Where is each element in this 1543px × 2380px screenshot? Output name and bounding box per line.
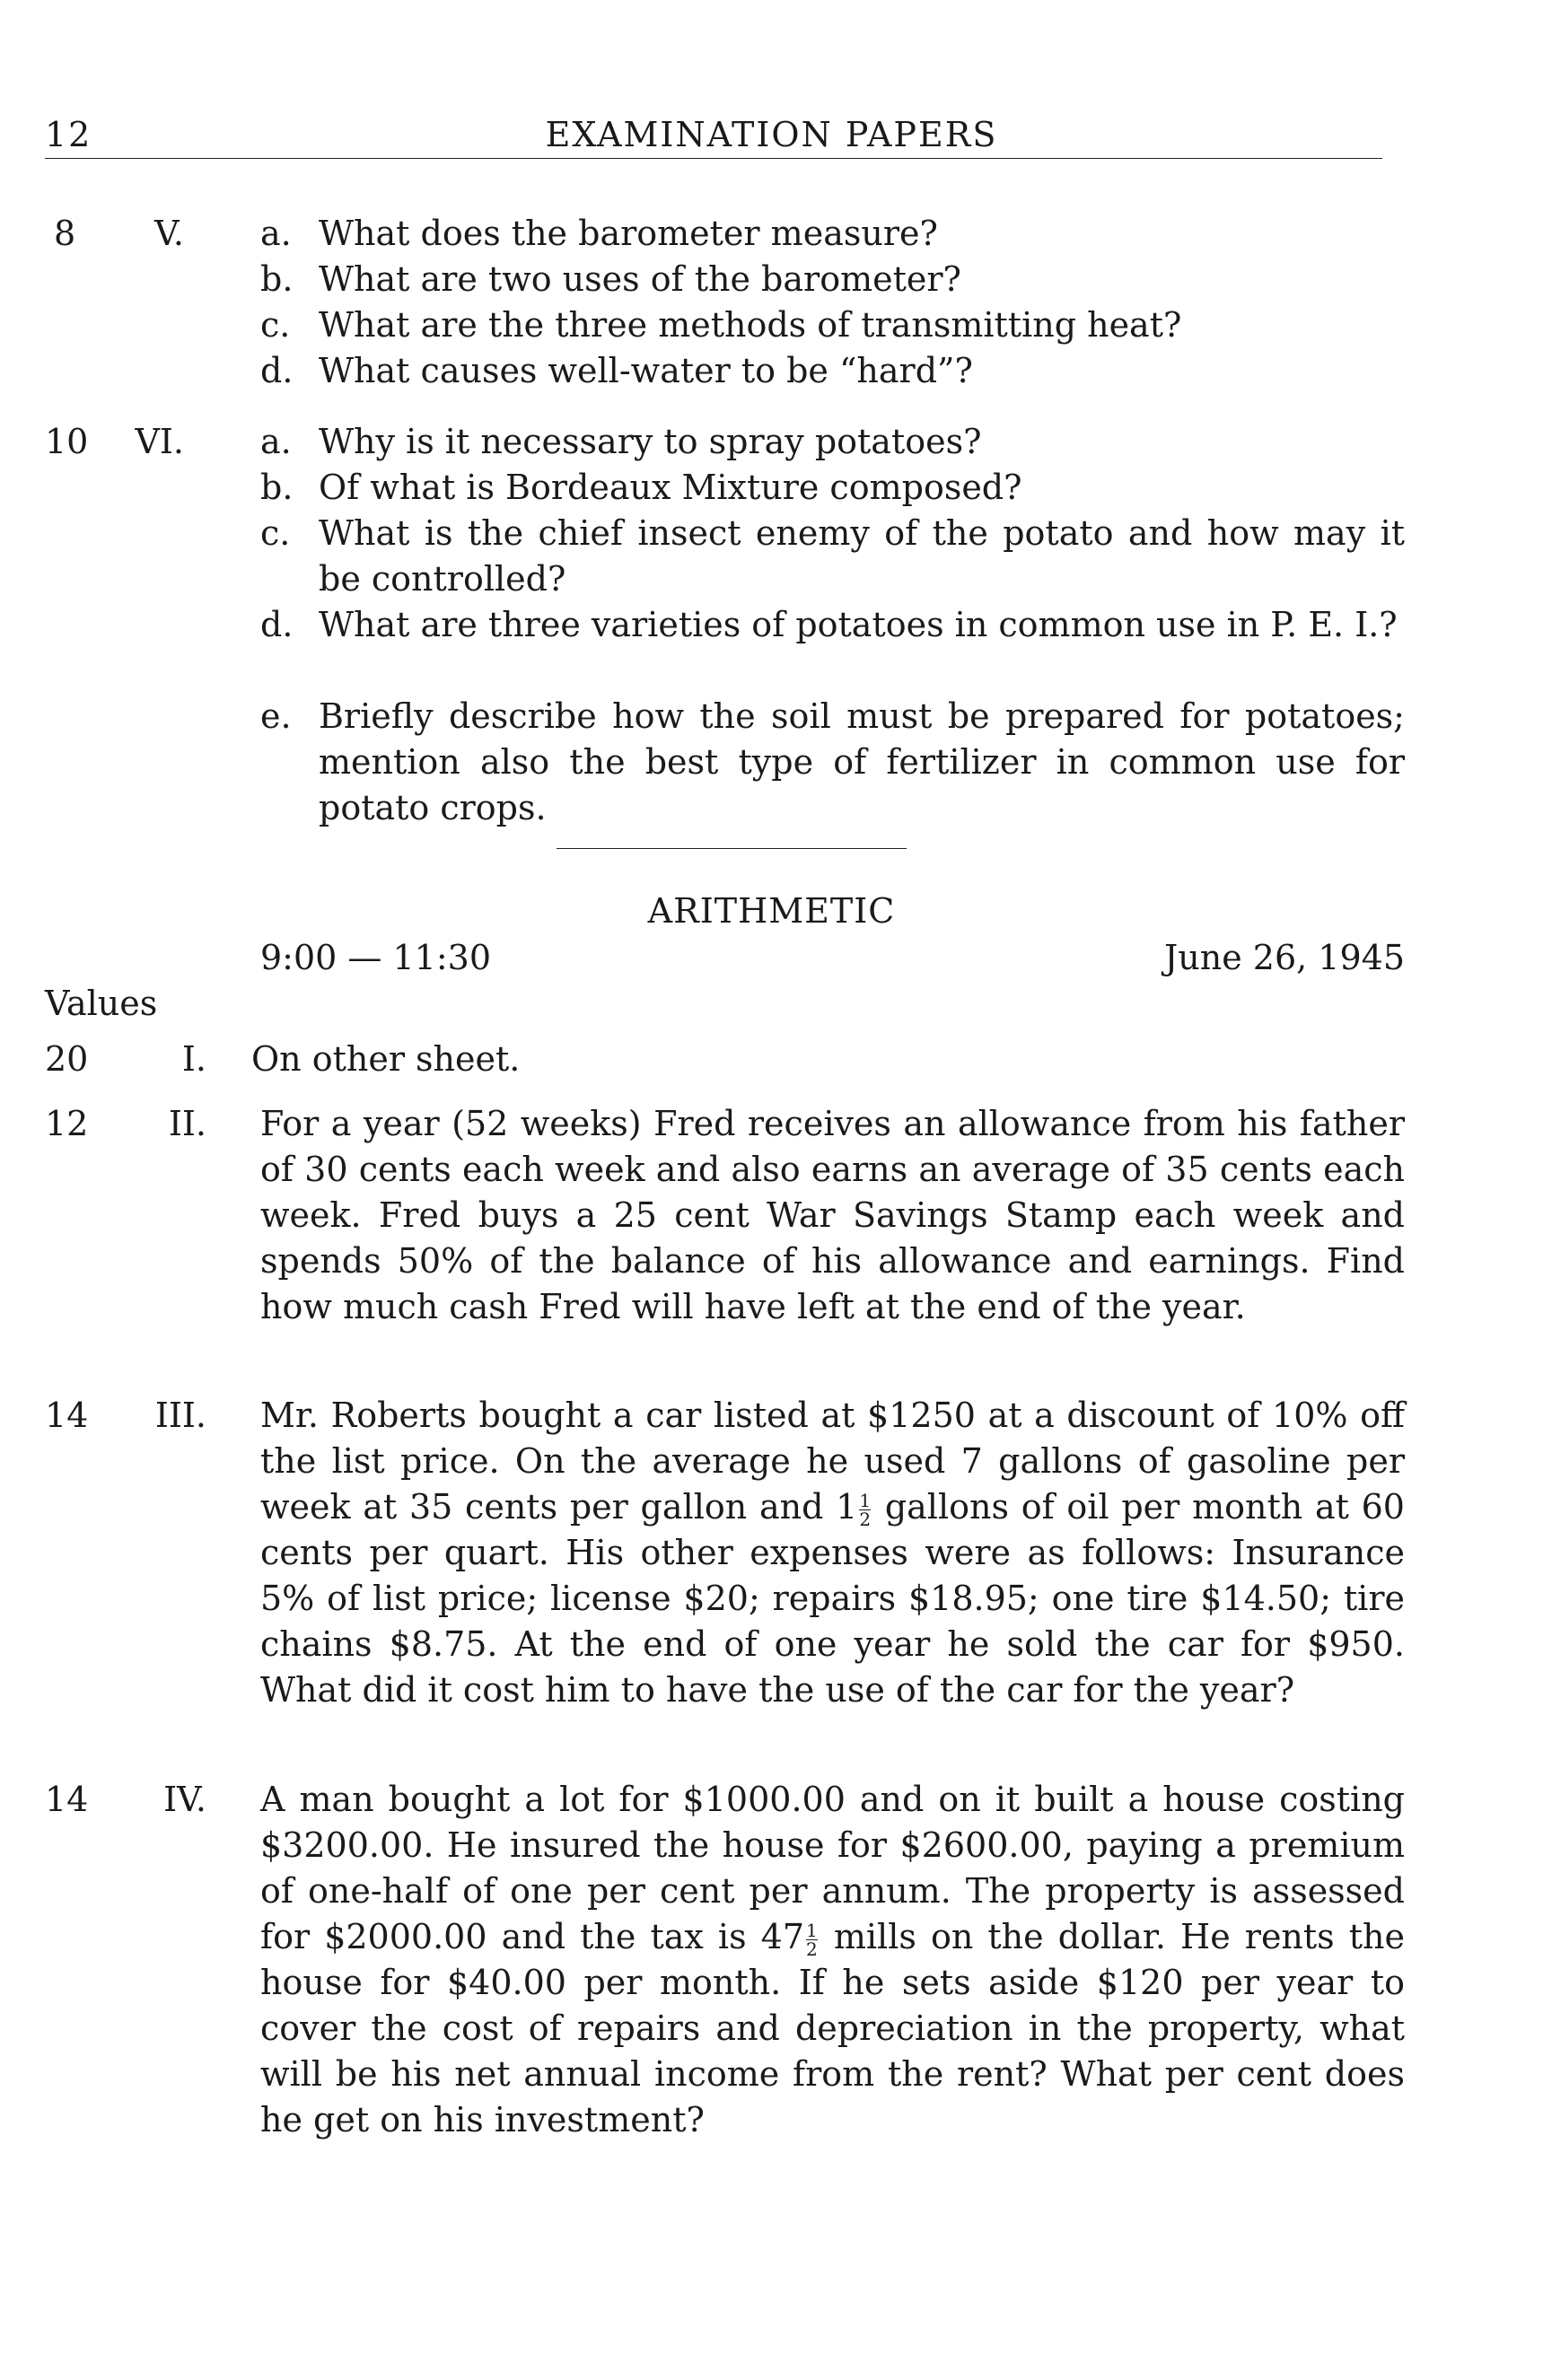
part-text: What are three varieties of potatoes in common use in P. E. I.? [319,605,1398,644]
fraction [859,1492,871,1528]
fraction-numerator: 1 [859,1490,872,1511]
question-text-part: mills on the dollar. He rents the house for $40.00 per month. If he sets aside $120 per year to cover the cost of repairs and depreciation in the property, what will be his net annual income from the rent? What per cent does he get on his investment? [260,1917,1406,2139]
question-mark-value: 12 [45,1104,89,1143]
values-label: Values [45,984,158,1023]
part-text: What are two uses of the barometer? [319,259,961,299]
part-letter: b. [260,259,294,299]
question-numeral: III. [154,1396,206,1435]
part-text: What causes well-water to be “hard”? [319,351,973,390]
exam-time: 9:00 — 11:30 [260,938,492,977]
question-mark-value: 10 [45,422,89,461]
question-mark-value: 14 [45,1396,89,1435]
part-letter: d. [260,351,294,390]
part-letter: b. [260,468,294,507]
question-text-part: gallons of oil per month at 60 cents per quart. His other expenses were as follows: Insurance 5% of list price; license $20; repairs $18.95; one tire $14.50; tire chains $8.75. At the end of one year he sold the car for $950. What did it cost him to have the use of the car for the year? [260,1487,1405,1710]
part-letter: a. [260,422,292,461]
question-numeral: I. [181,1039,206,1079]
part-letter: a. [260,214,292,253]
header-rule [45,158,1382,159]
question-text-part: Mr. Roberts bought a car listed at $1250 at a discount of 10% off the list price. On the average he used 7 gallons of gasoline per week at 35 cents per gallon and 1 [260,1396,1405,1527]
part-text: What is the chief insect enemy of the potato and how may it be controlled? [319,513,1405,599]
question-text [260,1777,1405,2143]
fraction-numerator: 1 [806,1920,818,1941]
question-mark-value: 20 [45,1039,89,1079]
running-title: EXAMINATION PAPERS [545,115,998,154]
part-text: Why is it necessary to spray potatoes? [319,422,982,461]
page-number: 12 [45,115,92,154]
fraction-denominator: 2 [806,1938,818,1960]
part-letter: e. [260,696,292,736]
section-title: ARITHMETIC [647,891,896,931]
question-numeral: V. [154,214,184,253]
part-letter: c. [260,305,291,345]
part-letter: c. [260,513,291,553]
part-text: What are the three methods of transmitting heat? [319,305,1182,345]
part-letter: d. [260,605,294,644]
question-numeral: IV. [163,1780,206,1819]
question-text-part: A man bought a lot for $1000.00 and on it built a house costing $3200.00. He insured the house for $2600.00, paying a premium of one-half of one per cent per annum. The property is assessed for $2000.00 and the tax is 47 [260,1780,1405,1956]
question-mark-value: 8 [54,214,76,253]
question-text: On other sheet. [251,1039,521,1079]
question-text: For a year (52 weeks) Fred receives an allowance from his father of 30 cents each week and also earns an average of 35 cents each week. Fred buys a 25 cent War Savings Stamp each week and spends 50% of the balance of his allowance and earnings. Find how much cash Fred will have left at the end of the year. [260,1104,1405,1326]
fraction [806,1921,818,1958]
question-text [260,1393,1405,1713]
part-text: What does the barometer measure? [319,214,938,253]
part-text: Briefly describe how the soil must be prepared for potatoes; mention also the best type of fertilizer in common use for potato crops. [319,696,1405,827]
fraction-denominator: 2 [859,1509,872,1530]
question-mark-value: 14 [45,1780,89,1819]
question-numeral: VI. [135,422,184,461]
exam-date: June 26, 1945 [1164,938,1405,977]
section-divider [557,848,907,849]
part-text: Of what is Bordeaux Mixture composed? [319,468,1022,507]
question-numeral: II. [168,1104,206,1143]
